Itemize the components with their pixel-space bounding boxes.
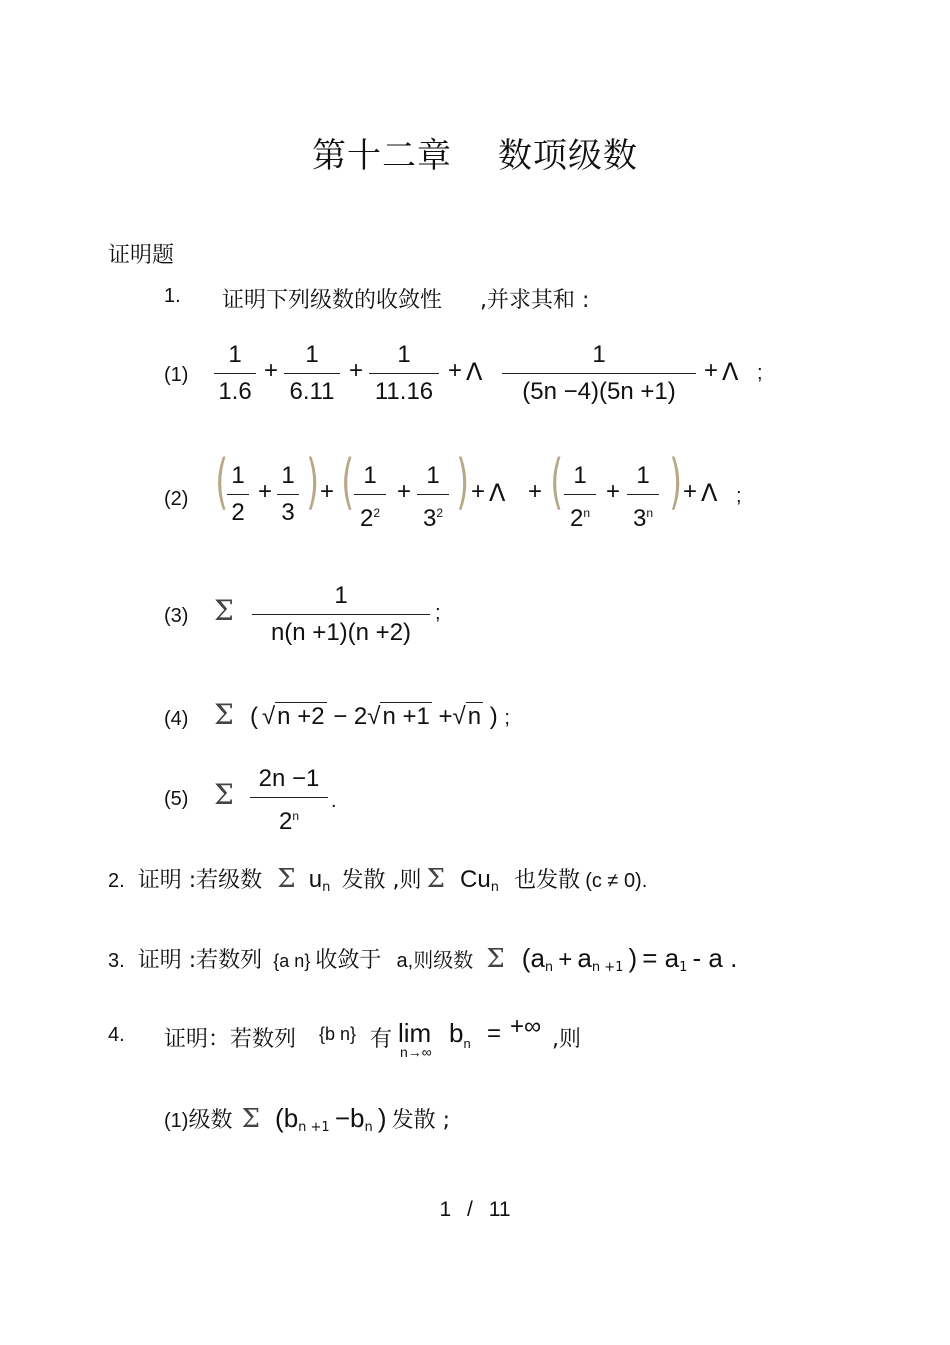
plus-infinity: +∞ [510,1013,542,1040]
plus: + [258,478,273,505]
subscript: n [364,1120,373,1136]
q3-text-1: 证明 :若数列 [137,948,263,973]
frac-den [627,499,659,533]
frac-den: 3 [281,499,295,526]
sigma-icon: Σ [214,698,234,731]
semicolon: ; [435,602,441,624]
q4-expr-close: ) [377,1103,387,1133]
subscript: n [544,960,554,976]
radicand-1: n +2 [277,703,325,730]
plus: + [397,478,412,505]
item-4-expression: ( √n +2 − 2√n +1 +√n ) ; [250,703,510,730]
q4-sequence: {b n} [319,1024,357,1044]
minus-two: − 2 [333,703,368,730]
frac-den [250,802,328,836]
close-paren: ) [489,703,498,730]
lambda-ellipsis: Λ [489,479,506,507]
base: 3 [632,505,647,532]
item-5-frac [250,765,328,836]
q4-sub1 [164,1103,450,1135]
plus: + [528,478,543,505]
item-1-frac-4 [502,341,696,406]
q4-b [449,1018,471,1051]
lim-subscript: n→∞ [400,1044,432,1060]
semicolon: ; [736,485,742,507]
current-page: 1 [439,1198,452,1221]
frac-num: 1 [397,341,411,368]
plus: + [683,478,698,505]
frac-den: 1.6 [218,378,252,405]
frac-num: 1 [231,462,245,489]
q2-text-3: 也发散 [514,868,581,893]
q2 [108,863,647,895]
q1-number: 1. [164,285,181,307]
right-paren: ) [669,447,683,517]
section-heading: 证明题 [108,243,175,268]
frac-num: 1 [334,582,348,609]
q3-rest: - a . [692,943,738,973]
title-part2: 数项级数 [498,136,638,176]
item-1-label: (1) [164,364,189,386]
frac-num: 1 [228,341,242,368]
base: 3 [422,505,437,532]
item-1-frac-2 [284,341,340,406]
item-2-frac-6 [627,462,659,533]
plus: + [349,357,364,384]
subscript: 1 [679,960,688,976]
item-3-frac [252,582,430,647]
exponent: 2 [373,506,381,520]
q4-text-1: 证明：若数列 [164,1027,297,1052]
q4-eq: = [487,1020,502,1047]
frac-den: 11.16 [374,378,434,405]
lambda-ellipsis: Λ [701,479,718,507]
lambda-ellipsis: Λ [466,358,483,386]
radicand-2: n +1 [382,703,430,730]
title-part1: 第十二章 [312,136,452,176]
frac-num: 2n −1 [258,765,320,792]
plus: + [438,703,453,730]
frac-den [564,499,596,533]
q4-sub1-text-1: 级数 [188,1108,233,1133]
q2-number: 2. [108,870,125,892]
item-5-label: (5) [164,788,189,810]
subscript: n +1 [298,1120,330,1136]
frac-den: 6.11 [289,378,335,405]
left-paren: ( [215,447,229,517]
radicand-3: n [467,703,482,730]
frac-den: (5n −4)(5n +1) [522,378,676,405]
item-2-frac-5 [564,462,596,533]
base: 2 [359,505,374,532]
plus: + [320,478,335,505]
plus: + [704,357,719,384]
frac-num: 1 [592,341,606,368]
frac-num: 1 [281,462,295,489]
q2-text-1: 证明 :若级数 [137,868,263,893]
subscript: n [463,1036,471,1052]
sigma-icon: Σ [486,944,505,974]
exponent: n [583,506,591,520]
q3-eq: = a [642,943,680,973]
q3-number: 3. [108,950,125,972]
q1-text [222,283,589,314]
frac-num: 1 [573,462,587,489]
q1-text-tail: ,并求其和 : [480,288,590,313]
left-paren: ( [550,447,564,517]
q3-limit: a,则级数 [396,950,474,972]
subscript: n [490,880,499,896]
frac-num: 1 [305,341,319,368]
plus: + [606,478,621,505]
sigma-icon: Σ [214,594,234,627]
item-2-frac-3 [354,462,386,533]
q3-text-2: 收敛于 [315,948,382,973]
semicolon: ; [757,362,763,384]
sigma-icon: Σ [241,1104,260,1134]
item-1-frac-1 [214,341,256,406]
page-title [0,128,950,177]
q4-text-2: 有 [370,1027,393,1052]
q3-a2: a [577,943,592,973]
q3-expr-close: ) [628,943,638,973]
q4-sub1-label: (1) [164,1110,189,1132]
q2-text-2: 发散 ,则 [341,868,422,893]
frac-den: 2 [231,499,245,526]
semicolon: ; [504,707,510,729]
q3-expr-open: (a [521,943,545,973]
item-2-label: (2) [164,488,189,510]
frac-den [354,499,386,533]
q3-sequence: {a n} [273,951,311,971]
q1-text-main: 证明下列级数的收敛性 [222,288,443,313]
frac-den: n(n +1)(n +2) [270,619,412,646]
plus: + [264,357,279,384]
subscript: n +1 [591,960,624,976]
plus: + [558,946,573,973]
lambda-ellipsis: Λ [722,358,739,386]
b-letter: b [449,1018,464,1048]
q3 [108,943,737,975]
frac-den [417,499,449,533]
item-3-label: (3) [164,605,189,627]
item-2-frac-1 [227,462,249,527]
exponent: n [646,506,654,520]
page-separator: / [467,1198,473,1221]
page-number [0,1198,950,1222]
q2-condition: (c ≠ 0). [585,870,648,892]
item-4-label: (4) [164,708,189,730]
right-paren: ) [306,447,320,517]
item-2-frac-2 [277,462,299,527]
sigma-icon: Σ [426,864,445,894]
total-pages: 11 [488,1198,511,1221]
frac-num: 1 [636,462,650,489]
frac-num: 1 [426,462,440,489]
q4-number: 4. [108,1024,125,1046]
item-1-frac-3 [369,341,439,406]
base: 2 [569,505,584,532]
lim-operator: lim [398,1018,432,1048]
right-paren: ) [456,447,470,517]
left-paren: ( [341,447,355,517]
q4-expr-open: (b [275,1103,299,1133]
plus: + [448,357,463,384]
exponent: n [292,809,300,823]
sigma-icon: Σ [277,864,296,894]
q2-cu: Cu [460,866,491,893]
q4-sub1-text-2: 发散 ; [391,1108,450,1133]
q4-text-3: ,则 [552,1027,581,1052]
exponent: 2 [436,506,444,520]
frac-num: 1 [363,462,377,489]
item-2-frac-4 [417,462,449,533]
q2-u: u [308,866,323,893]
sigma-icon: Σ [214,778,234,811]
q4-expr-minus: −b [334,1103,365,1133]
open-paren: ( [250,703,258,730]
period: . [331,790,337,812]
subscript: n [322,880,331,896]
base: 2 [278,808,293,835]
plus: + [471,478,486,505]
